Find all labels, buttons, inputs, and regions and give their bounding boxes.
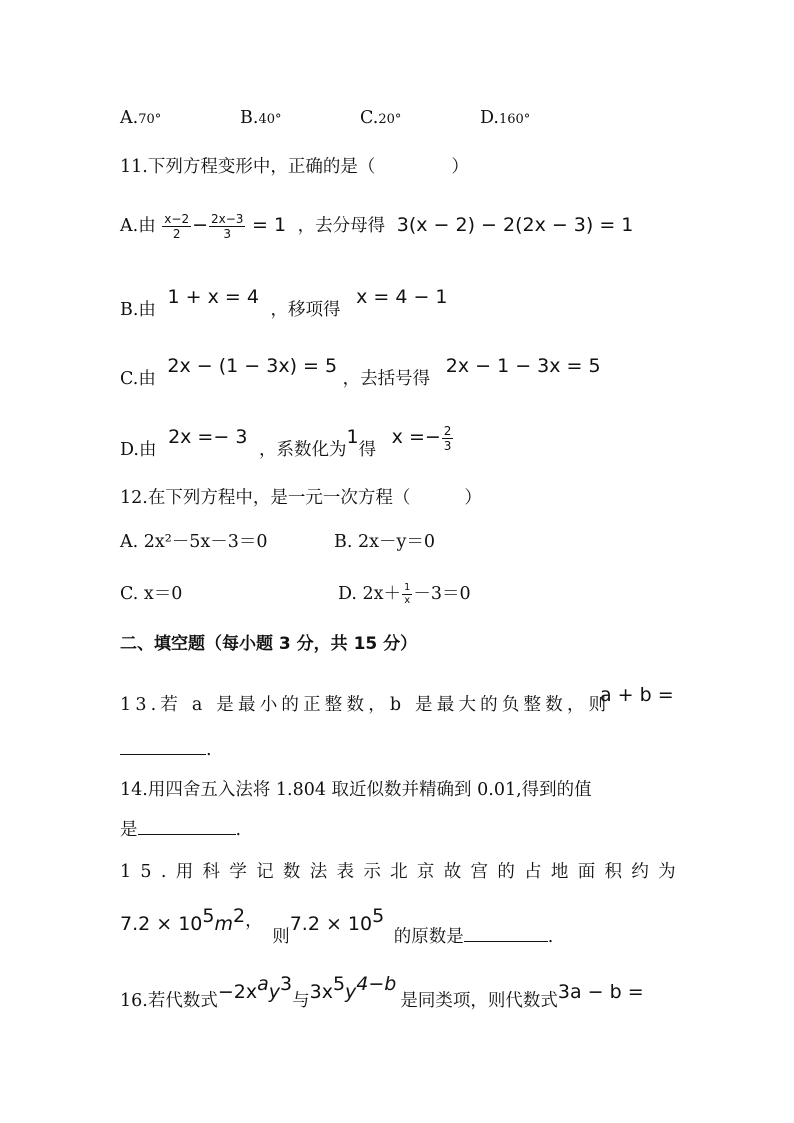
q16-text: 16.若代数式$-2x^ay^3$与$3x^5y^{4-b}$是同类项，则代数式3a − b = <box>120 973 644 1011</box>
q15-text: 15.用科学记数法表示北京故宫的占地面积约为 <box>120 862 685 882</box>
q10-option-b: B.40° <box>240 108 282 128</box>
q15-blank[interactable] <box>464 925 548 942</box>
q12-stem: 12.在下列方程中，是一元一次方程（ ） <box>120 488 482 508</box>
q13-blank[interactable] <box>120 738 206 755</box>
q10-option-d: D.160° <box>480 108 531 128</box>
q14-blank[interactable] <box>138 818 236 835</box>
q11-a-fraction-2: $\frac{2x-3}{3}$ <box>211 212 244 241</box>
q10-option-c: C.20° <box>360 108 402 128</box>
q13-answer-line: . <box>120 738 212 762</box>
q10-option-a: A.70° <box>120 108 162 128</box>
q11-option-d: D.由 2x =− 3 ，系数化为1得 x =− $\frac{2}{3}$ <box>120 424 452 460</box>
q11-option-b: B.由 1 + x = 4 ，移项得 x = 4 − 1 <box>120 286 448 320</box>
q12-option-a: A. 2x²－5x－3＝0 <box>120 532 268 552</box>
q12-option-c: C. x＝0 <box>120 584 183 604</box>
q14-text: 14.用四舍五入法将 1.804 取近似数并精确到 0.01,得到的值 <box>120 780 592 800</box>
section-heading: 二、填空题（每小题 3 分，共 15 分） <box>120 634 418 654</box>
q12-option-b: B. 2x－y＝0 <box>334 532 436 552</box>
q11-option-c: C.由 2x − (1 − 3x) = 5 ，去括号得 2x − 1 − 3x = 5 <box>120 355 601 389</box>
q11-stem: 11.下列方程变形中，正确的是（ ） <box>120 157 469 177</box>
q11-a-fraction-1: $\frac{x-2}{2}$ <box>164 212 190 241</box>
q11-option-a: A.由 $\frac{x-2}{2}$ − $\frac{2x-3}{3}$ = 1 ，去分母得 3(x − 2) − 2(2x − 3) = 1 <box>120 212 634 241</box>
q14-answer-line: 是 . <box>120 820 242 840</box>
q13-text: 13.若 a 是最小的正整数，b 是最大的负整数，则 <box>120 695 611 715</box>
q15-line-2: $7.2 \times 10^5m^2$， 则$7.2 \times 10^5$ 的原数是 . <box>120 905 554 947</box>
q12-d-fraction: $\frac{1}{x}$ <box>404 582 411 606</box>
q13-expression: a + b = <box>600 684 674 706</box>
q11-d-fraction: $\frac{2}{3}$ <box>443 424 452 453</box>
q12-option-d: D. 2x＋ $\frac{1}{x}$ －3＝0 <box>338 582 471 606</box>
